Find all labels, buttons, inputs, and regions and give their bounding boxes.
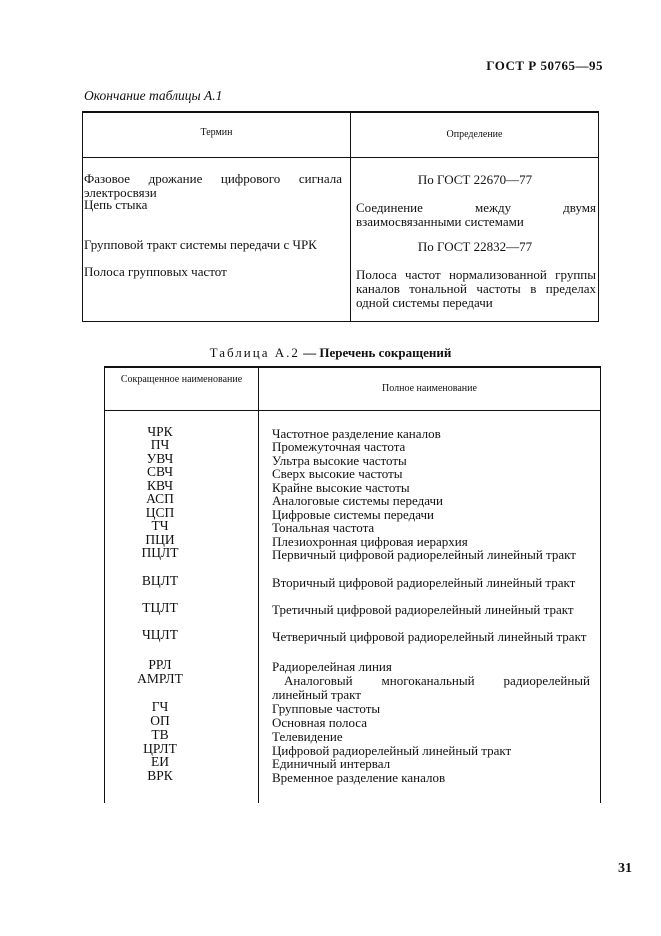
abbreviation: ВРК	[147, 768, 173, 783]
table-a1-definition: По ГОСТ 22832—77	[417, 239, 533, 254]
table-a1-term: Полоса групповых частот	[84, 264, 227, 279]
abbreviation: ПЦЛТ	[141, 545, 179, 560]
abbreviation: ТЧ	[151, 518, 169, 533]
table-a1-right-border	[598, 111, 599, 322]
full-name: Цифровой радиорелейный линейный тракт	[272, 743, 512, 758]
table-a2-header-rule	[104, 410, 601, 411]
full-name: Сверх высокие частоты	[272, 466, 403, 481]
full-name: Вторичный цифровой радиорелейный линейный тракт	[272, 575, 576, 590]
full-name: Третичный цифровой радиорелейный линейный тракт	[272, 602, 574, 617]
full-name: Радиорелейная линия	[272, 659, 392, 674]
full-name: Единичный интервал	[272, 756, 391, 771]
abbreviation: РРЛ	[148, 657, 172, 672]
full-name: Промежуточная частота	[272, 439, 406, 454]
table-a1-term: Цепь стыка	[84, 197, 148, 212]
table-a1-top-rule	[82, 111, 599, 113]
abbreviation: ЦРЛТ	[143, 741, 177, 756]
standard-header: ГОСТ Р 50765—95	[486, 58, 603, 73]
full-name: Телевидение	[272, 729, 343, 744]
table-a1-definition: Соединение между двумя взаимосвязанными системами	[356, 200, 596, 229]
column-header-definition: Определение	[446, 129, 503, 140]
full-name: Основная полоса	[272, 715, 368, 730]
abbreviation: ТЦЛТ	[142, 600, 178, 615]
table-a1-term: Фазовое дрожание цифрового сигнала электросвязи	[84, 171, 342, 200]
column-header-abbreviation: Сокращенное наименование	[120, 374, 243, 385]
abbreviation: ГЧ	[151, 699, 169, 714]
page-number: 31	[618, 861, 632, 876]
table-a2-title-prefix: Таблица А.2	[209, 345, 300, 360]
abbreviation: ЦСП	[145, 505, 175, 520]
column-header-term: Термин	[200, 127, 233, 138]
abbreviation: ПЦИ	[145, 532, 175, 547]
abbreviation: ОП	[150, 713, 170, 728]
full-name: Тональная частота	[272, 520, 375, 535]
table-a2-title-text: — Перечень сокращений	[303, 345, 452, 360]
table-a1-column-divider	[350, 111, 351, 322]
table-a2-left-border	[104, 366, 105, 803]
continuation-caption: Окончание таблицы А.1	[84, 88, 223, 103]
abbreviation: ЕИ	[151, 754, 169, 769]
full-name: Цифровые системы передачи	[272, 507, 435, 522]
full-name: Четверичный цифровой радиорелейный линейный тракт	[272, 629, 587, 644]
full-name: Аналоговый многоканальный радиорелейный линейный тракт	[272, 673, 590, 702]
table-a1-left-border	[82, 111, 83, 322]
full-name: Ультра высокие частоты	[272, 453, 407, 468]
abbreviation: КВЧ	[146, 478, 174, 493]
abbreviation: АМРЛТ	[137, 671, 183, 686]
abbreviation: ВЦЛТ	[141, 573, 179, 588]
table-a2-title	[0, 345, 661, 361]
full-name: Первичный цифровой радиорелейный линейный тракт	[272, 547, 576, 562]
abbreviation: УВЧ	[146, 451, 174, 466]
abbreviation: АСП	[146, 491, 174, 506]
table-a1-definition: Полоса частот нормализованной группы каналов тональной частоты в пределах одной системы передачи	[356, 267, 596, 310]
full-name: Временное разделение каналов	[272, 770, 446, 785]
column-header-full-name: Полное наименование	[382, 383, 477, 394]
abbreviation: ЧРК	[147, 424, 173, 439]
table-a1-definition: По ГОСТ 22670—77	[417, 172, 533, 187]
table-a2-right-border	[600, 366, 601, 803]
full-name: Групповые частоты	[272, 701, 381, 716]
full-name: Аналоговые системы передачи	[272, 493, 443, 508]
abbreviation: ПЧ	[150, 437, 170, 452]
table-a1-term: Групповой тракт системы передачи с ЧРК	[84, 237, 317, 252]
abbreviation: ЧЦЛТ	[142, 627, 178, 642]
abbreviation: ТВ	[151, 727, 169, 742]
full-name: Плезиохронная цифровая иерархия	[272, 534, 468, 549]
table-a2-column-divider	[258, 366, 259, 803]
table-a2-top-rule	[104, 366, 601, 368]
abbreviation: СВЧ	[146, 464, 174, 479]
table-a1-header-rule	[82, 157, 599, 158]
table-a1-bottom-rule	[82, 321, 599, 322]
full-name: Частотное разделение каналов	[272, 426, 441, 441]
full-name: Крайне высокие частоты	[272, 480, 410, 495]
